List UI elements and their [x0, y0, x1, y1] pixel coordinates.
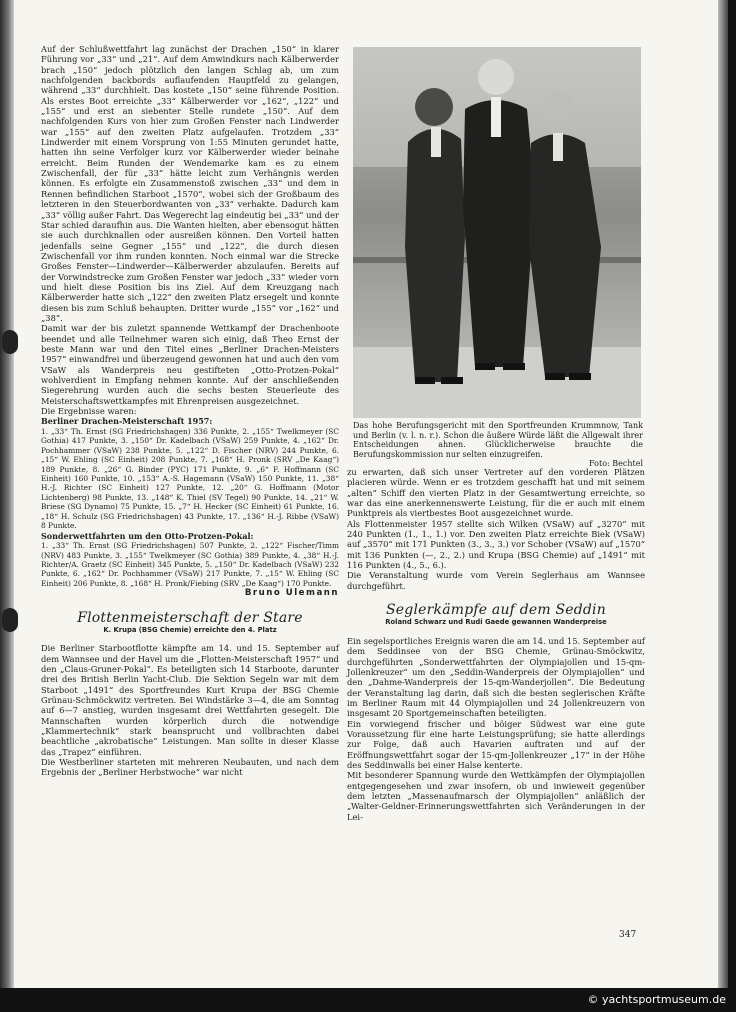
binding-ring: [2, 608, 18, 632]
left-column: [41, 44, 339, 778]
paragraph: Ein vorwiegend frischer und böiger Südwest war eine gute Voraussetzung für eine harte Leistungsprüfung; sie hatte allerdings zur Folge, daß auch Havarien auftraten und auf der Eröffnungswettfahrt sogar der 15-qm-Jollenkreuzer „17“ in der Höhe des Seddinwalls bei einer Halse kenterte.: [347, 718, 645, 770]
page-number: 347: [619, 930, 637, 940]
section-subheading: Roland Schwarz und Rudi Gaede gewannen Wanderpreise: [385, 618, 607, 627]
paragraph: Damit war der bis zuletzt spannende Wettkampf der Drachenboote beendet und alle Teilnehmer waren sich einig, daß Theo Ernst der beste Mann war und den Titel eines „Berliner Drachen-Meisters 1957“ einwandfrei und überzeugend gewonnen hat und auch den vom VSaW als Wanderpreis neu gestifteten „Otto-Protzen-Pokal“ wohlverdient in Empfang nehmen konnte. Auf der anschließenden Siegerehrung wurden auch die sechs besten Steuerleute des Meisterschaftswettkampfes mit Ehrenpreisen ausgezeichnet.: [41, 323, 339, 406]
paragraph: Die Veranstaltung wurde vom Verein Seglerhaus am Wannsee durchgeführt.: [347, 570, 645, 591]
paragraph: zu erwarten, daß sich unser Vertreter auf den vorderen Plätzen placieren würde. Wenn er es trotzdem geschafft hat und mit seinem „alten“ Schiff den vierten Platz in der Gesamtwertung erreichte, so war das eine anerkennenswerte Leistung, für die er auch mit einem Punktpreis als viertbestes Boot ausgezeichnet wurde.: [347, 467, 645, 519]
photo-three-men: [353, 47, 641, 418]
paragraph: Die Ergebnisse waren:: [41, 406, 137, 417]
results-title: Sonderwettfahrten um den Otto-Protzen-Pokal:: [41, 530, 254, 541]
section-heading: Seglerkämpfe auf dem Seddin: [386, 602, 606, 619]
results-list: 1. „33“ Th. Ernst (SG Friedrichshagen) 336 Punkte, 2. „155“ Twelkmeyer (SC Gothia) 417 Punkte, 3. „150“ Dr. Kadelbach (VSaW) 259 Punkte, 4. „162“ Dr. Pochhammer (VSaW) 238 Punkte, 5. „122“ D. Fischer (NRV) 244 Punkte, 6. „15“ W. Ehling (SC Einheit) 208 Punkte, 7. „168“ H. Pronk (SRV „De Kaag“) 189 Punkte, 8. „26“ G. Binder (PYC) 171 Punkte, 9. „6“ F. Hoffmann (SC Einheit) 160 Punkte, 10. „153“ A.-S. Hagemann (VSaW) 150 Punkte, 11. „38“ H.-J. Richter (SC Einheit) 127 Punkte, 12. „20“ G. Hoffmann (Motor Lichtenberg) 98 Punkte, 13. „148“ K. Thiel (SV Tegel) 90 Punkte, 14. „21“ W. Briese (SG Dynamo) 75 Punkte, 15. „7“ H. Hecker (SC Einheit) 61 Punkte, 16. „18“ H. Schulz (SG Friedrichshagen) 43 Punkte, 17. „136“ H.-J. Ribbe (VSaW) 8 Punkte.: [41, 426, 339, 531]
author-name: Bruno Ulemann: [244, 588, 339, 599]
right-column: [347, 467, 645, 822]
section-subheading: K. Krupa (BSG Chemie) erreichte den 4. Platz: [103, 626, 277, 634]
caption-text: Das hohe Berufungsgericht mit den Sportfreunden Krummnow, Tank und Berlin (v. l. n. r.). Schon die äußere Würde läßt die Allgewalt ihrer Entscheidungen ahnen. Glücklicherweise brauchte die Berufungskommission nur selten einzugreifen.: [353, 421, 643, 459]
paragraph: Die Berliner Starbootflotte kämpfte am 14. und 15. September auf dem Wannsee und der Havel um die „Flotten-Meisterschaft 1957“ und den „Claus-Gruner-Pokal“. Es beteiligten sich 14 Starboote, darunter drei des British Berlin Yacht-Club. Die Sektion Segeln war mit dem Starboot „1491“ des Sportfreundes Kurt Krupa der BSG Chemie Grünau-Schmöckwitz vertreten. Bei Windstärke 3—4, die am Sonntag auf 6—7 anstieg, wurden insgesamt drei Wettfahrten gesegelt. Die Mannschaften wurden körperlich durch die notwendige „Klammertechnik“ stark beansprucht und vollbrachten dabei beachtliche „akrobatische“ Leistungen. Man sollte in dieser Klasse das „Trapez“ einführen.: [41, 643, 339, 757]
paragraph: Als Flottenmeister 1957 stellte sich Wilken (VSaW) auf „3270“ mit 240 Punkten (1., 1., 1.) vor. Den zweiten Platz erreichte Biek (VSaW) auf „3570“ mit 171 Punkten (3., 3., 3.) vor Schober (VSaW) auf „1570“ mit 136 Punkten (—, 2., 2.) und Krupa (BSG Chemie) auf „1491“ mit 116 Punkten (4., 5., 6.).: [347, 518, 645, 571]
results-list: 1. „33“ Th. Ernst (SG Friedrichshagen) 507 Punkte, 2. „122“ Fischer/Timm (NRV) 483 Punkte, 3. „155“ Twelkmeyer (SC Gothia) 389 Punkte, 4. „38“ H.-J. Richter/A. Graetz (SC Einheit) 345 Punkte, 5. „150“ Dr. Kadelbach (VSaW) 232 Punkte, 6. „162“ Dr. Pochhammer (VSaW) 217 Punkte, 7. „15“ W. Ehling (SC Einheit) 206 Punkte, 8. „168“ H. Pronk/Fiebing (SRV „De Kaag“) 170 Punkte.: [41, 541, 339, 588]
paragraph: Die Westberliner starteten mit mehreren Neubauten, und nach dem Ergebnis der „Berliner Herbstwoche“ war nicht: [41, 757, 339, 778]
paragraph: Auf der Schlußwettfahrt lag zunächst der Drachen „150“ in klarer Führung vor „33“ und „21“. Auf dem Amwindkurs nach Kälberwerder brach „150“ jedoch plötzlich den langen Schlag ab, um zum nachfolgenden backbords auflaufenden Hauptfeld zu gelangen, während „33“ durchhielt. Das kostete „150“ seine führende Position. Als erstes Boot erreichte „33“ Kälberwerder vor „162“, „122“ und „155“ und erst an siebenter Stelle rundete „150“. Auf dem nachfolgenden Kurs von hier zum Großen Fenster nach Lindwerder war „155“ auf den zweiten Platz aufgelaufen. Trotzdem „33“ Lindwerder mit einem Vorsprung von 1:55 Minuten gerundet hatte, hatten ihn seine Verfolger kurz vor Kälberwerder wieder beinahe erreicht. Beim Runden der Wendemarke kam es zu einem Zwischenfall, der für „33“ hätte leicht zum Verhängnis werden können. Es erfolgte ein Zusammenstoß zwischen „33“ und dem in Rennen befindlichen Starboot „1570“, wobei sich der Großbaum des letzteren in den Steuerbordwanten von „33“ verhakte. Dadurch kam „33“ völlig außer Fahrt. Das Wegerecht lag eindeutig bei „33“ und der Star schied daraufhin aus. Die Wanten hielten, aber ebensogut hätten sie auch durchknallen oder ausreißen können. Den Vorteil hatten jedenfalls seine Gegner „155“ und „122“, die durch diesen Zwischenfall vor ihm runden konnten. Noch einmal war die Strecke Großes Fenster—Lindwerder—Kälberwerder abzulaufen. Bereits auf der Vorwindstrecke zum Großen Fenster war jedoch „33“ wieder vorn und hielt diese Position bis ins Ziel. Auf dem Kreuzgang nach Kälberwerder hatte sich „122“ den zweiten Platz ersegelt und konnte diesen bis zum Schluß behaupten. Dritter wurde „155“ vor „162“ und „38“.: [41, 44, 339, 323]
binding-ring: [2, 330, 18, 354]
results-title: Berliner Drachen-Meisterschaft 1957:: [41, 416, 213, 427]
copyright-watermark: © yachtsportmuseum.de: [587, 993, 726, 1006]
page-binding: [0, 0, 14, 988]
page-edge: [718, 0, 728, 988]
photo-credit: Foto: Bechtel: [589, 459, 643, 469]
paragraph: Mit besonderer Spannung wurde den Wettkämpfen der Olympiajollen entgegengesehen und zwar insofern, ob und inwieweit gegenüber dem letzten „Massenaufmarsch der Olympiajollen“ anläßlich der „Walter-Geldner-Erinnerungswettfahrten sich Veränderungen in der Lei-: [347, 770, 645, 822]
section-heading: Flottenmeisterschaft der Stare: [77, 609, 303, 626]
photo-caption: [353, 421, 643, 469]
paragraph: Ein segelsportliches Ereignis waren die am 14. und 15. September auf dem Seddinsee von der BSG Chemie, Grünau-Smöckwitz, durchgeführten „Sonderwettfahrten der Olympiajollen und 15-qm-Jollenkreuzer“ um den „Seddin-Wanderpreis der Olympiajollen“ und den „Dahme-Wanderpreis der 15-qm-Wanderjollen“. Die Bedeutung der Veranstaltung lag darin, daß sich die besten seglerischen Kräfte im Berliner Raum mit 44 Olympiajollen und 24 Jollenkreuzern von insgesamt 20 Sportgemeinschaften beteiligten.: [347, 635, 645, 719]
